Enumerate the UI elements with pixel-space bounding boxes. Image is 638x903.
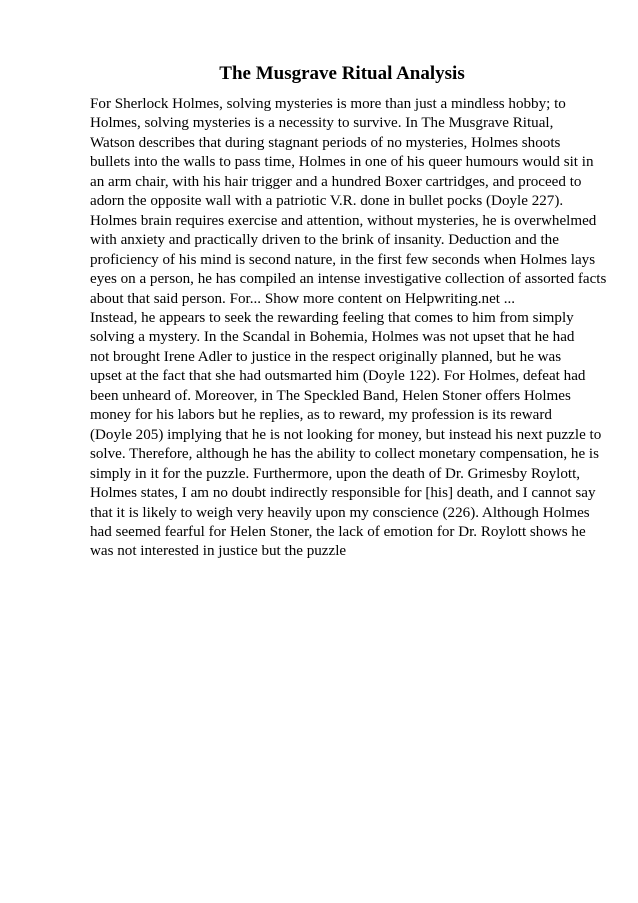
text-line: about that said person. For... Show more content on Helpwriting.net ...	[90, 290, 516, 307]
text-line: was not interested in justice but the puzzle	[90, 543, 347, 560]
text-line: Instead, he appears to seek the rewarding feeling that comes to him from simply	[90, 309, 574, 326]
text-line: Holmes states, I am no doubt indirectly responsible for [his] death, and I cannot say	[90, 485, 596, 502]
document-body	[90, 95, 610, 562]
text-line: Holmes, solving mysteries is a necessity to survive. In The Musgrave Ritual,	[90, 115, 554, 132]
text-line: solving a mystery. In the Scandal in Bohemia, Holmes was not upset that he had	[90, 329, 575, 346]
text-line: money for his labors but he replies, as to reward, my profession is its reward	[90, 407, 552, 424]
text-line: adorn the opposite wall with a patriotic V.R. done in bullet pocks (Doyle 227).	[90, 193, 564, 210]
text-line: Watson describes that during stagnant periods of no mysteries, Holmes shoots	[90, 134, 561, 151]
text-line: bullets into the walls to pass time, Holmes in one of his queer humours would sit in	[90, 154, 594, 171]
text-line: (Doyle 205) implying that he is not looking for money, but instead his next puzzle to	[90, 426, 602, 443]
text-line: been unheard of. Moreover, in The Speckled Band, Helen Stoner offers Holmes	[90, 387, 571, 404]
text-line: with anxiety and practically driven to the brink of insanity. Deduction and the	[90, 232, 559, 249]
text-line: For Sherlock Holmes, solving mysteries is more than just a mindless hobby; to	[90, 96, 566, 112]
text-line: eyes on a person, he has compiled an intense investigative collection of assorted facts	[90, 271, 607, 288]
text-line: not brought Irene Adler to justice in the respect originally planned, but he was	[90, 348, 562, 365]
text-line: proficiency of his mind is second nature, in the first few seconds when Holmes lays	[90, 251, 596, 268]
text-line: Holmes brain requires exercise and attention, without mysteries, he is overwhelmed	[90, 212, 597, 229]
text-line: simply in it for the puzzle. Furthermore, upon the death of Dr. Grimesby Roylott,	[90, 465, 581, 482]
document-title: The Musgrave Ritual Analysis	[219, 63, 465, 84]
text-line: an arm chair, with his hair trigger and a hundred Boxer cartridges, and proceed to	[90, 173, 582, 190]
text-line: had seemed fearful for Helen Stoner, the lack of emotion for Dr. Roylott shows he	[90, 523, 586, 540]
text-line: that it is likely to weigh very heavily upon my conscience (226). Although Holmes	[90, 504, 590, 521]
text-line: upset at the fact that she had outsmarted him (Doyle 122). For Holmes, defeat had	[90, 368, 586, 385]
text-line: solve. Therefore, although he has the ability to collect monetary compensation, he is	[90, 446, 599, 463]
